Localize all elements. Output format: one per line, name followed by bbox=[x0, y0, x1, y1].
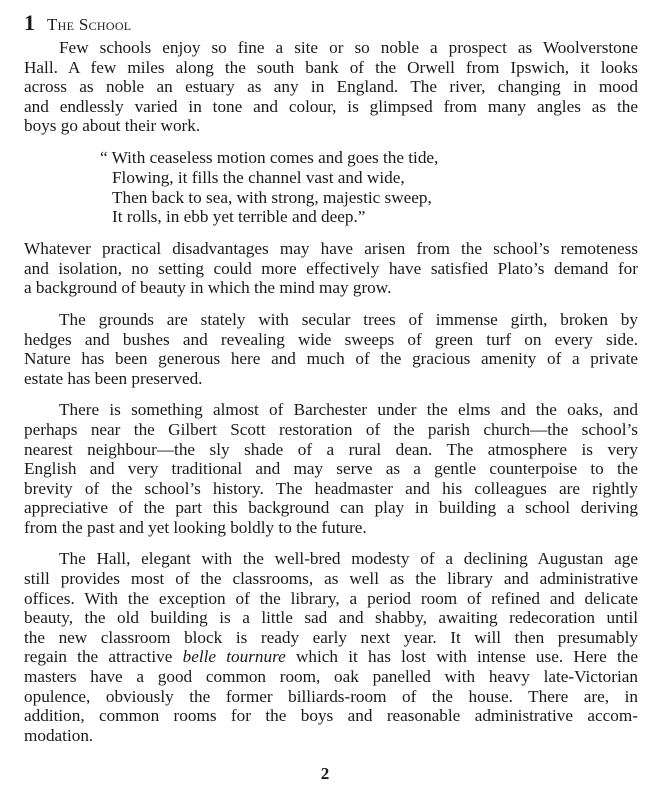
text-line: beauty, the old building is a little sad and shabby, awaiting redecoration until bbox=[24, 608, 638, 628]
page-number: 2 bbox=[320, 764, 330, 783]
text-line: the new classroom block is ready early next year. It will then presumably bbox=[24, 627, 638, 647]
text-line: estate has been preserved. bbox=[24, 368, 203, 388]
chapter-number: 1 bbox=[24, 10, 35, 35]
text-line: brevity of the school’s history. The headmaster and his colleagues are rightly bbox=[24, 478, 638, 498]
text-line: and endlessly varied in tone and colour, is glimpsed from many angles as the bbox=[24, 96, 638, 116]
poem-line: Flowing, it fills the channel vast and wide, bbox=[112, 167, 405, 187]
text-line: modation. bbox=[24, 725, 94, 745]
text-line: and isolation, no setting could more effectively have satisfied Plato’s demand for bbox=[24, 258, 638, 278]
spacer bbox=[24, 227, 638, 239]
paragraph-grounds bbox=[24, 310, 638, 388]
text-line: perhaps near the Gilbert Scott restoration of the parish church—the school’s bbox=[24, 419, 638, 439]
text-segment: regain the attractive bbox=[24, 647, 183, 667]
text-line: Hall. A few miles along the south bank of the Orwell from Ipswich, it looks bbox=[24, 57, 638, 77]
document-page bbox=[24, 8, 638, 745]
text-line: There is something almost of Barchester under the elms and the oaks, and bbox=[59, 400, 638, 420]
text-line: The Hall, elegant with the well-bred modesty of a declining Augustan age bbox=[59, 549, 638, 569]
paragraph-hall bbox=[24, 549, 638, 745]
spacer bbox=[24, 537, 638, 549]
text-line: opulence, obviously the former billiards-room of the house. There are, in bbox=[24, 686, 638, 706]
text-line: a background of beauty in which the mind may grow. bbox=[24, 278, 392, 298]
poem-line: Then back to sea, with strong, majestic sweep, bbox=[112, 187, 432, 207]
text-line: nearest neighbour—the sly shade of a rural dean. The atmosphere is very bbox=[24, 439, 638, 459]
chapter-title: The School bbox=[47, 15, 132, 34]
text-line: appreciative of the part this background can play in building a school deriving bbox=[24, 498, 638, 518]
text-line: addition, common rooms for the boys and reasonable administrative accom- bbox=[24, 706, 638, 726]
paragraph-intro bbox=[24, 38, 638, 136]
poem-quote bbox=[100, 148, 638, 227]
text-line: across as noble an estuary as any in England. The river, changing in mood bbox=[24, 77, 638, 97]
spacer bbox=[24, 136, 638, 148]
poem-line: “ With ceaseless motion comes and goes the tide, bbox=[100, 147, 439, 167]
text-line: offices. With the exception of the library, a period room of refined and delicate bbox=[24, 588, 638, 608]
text-line: boys go about their work. bbox=[24, 116, 201, 136]
poem-line: It rolls, in ebb yet terrible and deep.” bbox=[112, 207, 366, 227]
spacer bbox=[24, 388, 638, 400]
text-line: Few schools enjoy so fine a site or so noble a prospect as Woolverstone bbox=[59, 38, 638, 57]
paragraph-barchester bbox=[24, 400, 638, 537]
spacer bbox=[24, 298, 638, 310]
text-line: masters have a good common room, oak panelled with heavy late-Victorian bbox=[24, 667, 638, 687]
chapter-heading bbox=[24, 10, 638, 38]
text-line: from the past and yet looking boldly to the future. bbox=[24, 517, 367, 537]
paragraph-setting bbox=[24, 239, 638, 298]
text-line: Whatever practical disadvantages may have arisen from the school’s remoteness bbox=[24, 239, 638, 259]
text-line: hedges and bushes and revealing wide sweeps of green turf on every side. bbox=[24, 329, 638, 349]
italic-phrase: belle tournure bbox=[182, 647, 286, 667]
text-segment: which it has lost with intense use. Here the bbox=[285, 647, 639, 667]
text-line: still provides most of the classrooms, as well as the library and administrative bbox=[24, 569, 638, 589]
text-line: The grounds are stately with secular trees of immense girth, broken by bbox=[59, 309, 638, 329]
text-line: English and very traditional and may serve as a gentle counterpoise to the bbox=[24, 459, 638, 479]
text-line: Nature has been generous here and much of the gracious amenity of a private bbox=[24, 349, 638, 369]
text-line-with-italic bbox=[24, 647, 638, 667]
